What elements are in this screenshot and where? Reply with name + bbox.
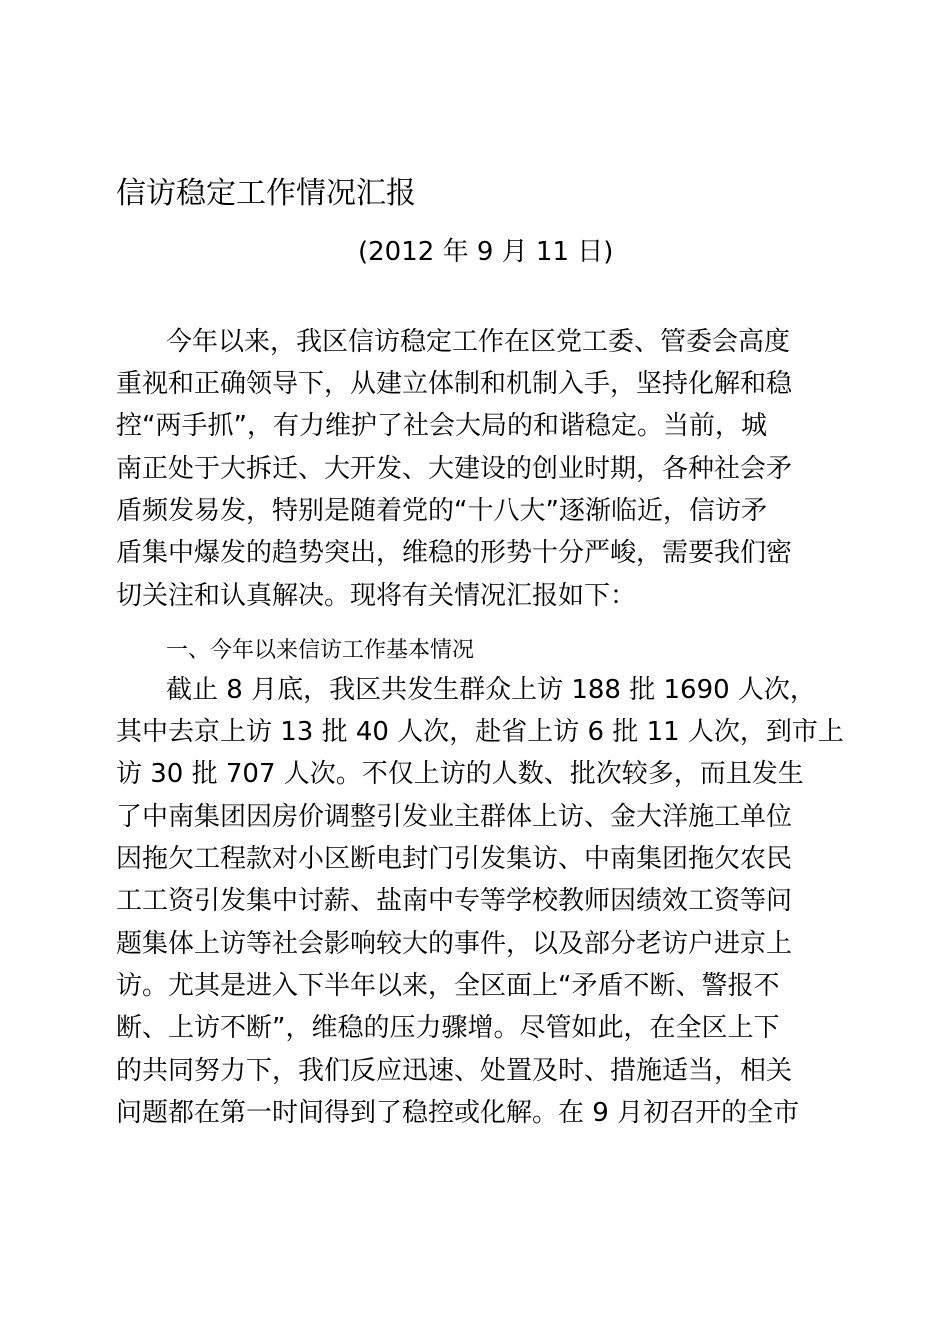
body-line: 题集体上访等社会影响较大的事件，以及部分老访户进京上 — [116, 929, 793, 959]
body-line: 截止 8 月底，我区共发生群众上访 188 批 1690 人次， — [166, 675, 816, 705]
section-heading: 一、今年以来信访工作基本情况 — [166, 638, 475, 663]
body-line: 访 30 批 707 人次。不仅上访的人数、批次较多，而且发生 — [116, 759, 804, 789]
body-line: 问题都在第一时间得到了稳控或化解。在 9 月初召开的全市 — [116, 1098, 800, 1128]
body-line: 的共同努力下，我们反应迅速、处置及时、措施适当，相关 — [116, 1056, 793, 1086]
intro-line: 盾频发易发，特别是随着党的“十八大”逐渐临近，信访矛 — [116, 496, 767, 526]
body-line: 因拖欠工程款对小区断电封门引发集访、中南集团拖欠农民 — [116, 844, 793, 874]
intro-line: 今年以来，我区信访稳定工作在区党工委、管委会高度 — [166, 327, 791, 357]
body-line: 访。尤其是进入下半年以来，全区面上“矛盾不断、警报不 — [116, 971, 780, 1001]
body-line: 其中去京上访 13 批 40 人次，赴省上访 6 批 11 人次，到市上 — [116, 717, 844, 747]
intro-line: 南正处于大拆迁、大开发、大建设的创业时期，各种社会矛 — [116, 454, 793, 484]
document-title: 信访稳定工作情况汇报 — [116, 176, 416, 211]
document-date: (2012 年 9 月 11 日) — [358, 237, 614, 267]
intro-line: 重视和正确领导下，从建立体制和机制入手，坚持化解和稳 — [116, 369, 793, 399]
intro-line: 控“两手抓”，有力维护了社会大局的和谐稳定。当前，城 — [116, 411, 767, 441]
body-line: 工工资引发集中讨薪、盐南中专等学校教师因绩效工资等问 — [116, 886, 793, 916]
intro-line: 切关注和认真解决。现将有关情况汇报如下： — [116, 581, 637, 611]
body-line: 断、上访不断”，维稳的压力骤增。尽管如此，在全区上下 — [116, 1013, 780, 1043]
intro-line: 盾集中爆发的趋势突出，维稳的形势十分严峻，需要我们密 — [116, 538, 793, 568]
body-line: 了中南集团因房价调整引发业主群体上访、金大洋施工单位 — [116, 802, 793, 832]
